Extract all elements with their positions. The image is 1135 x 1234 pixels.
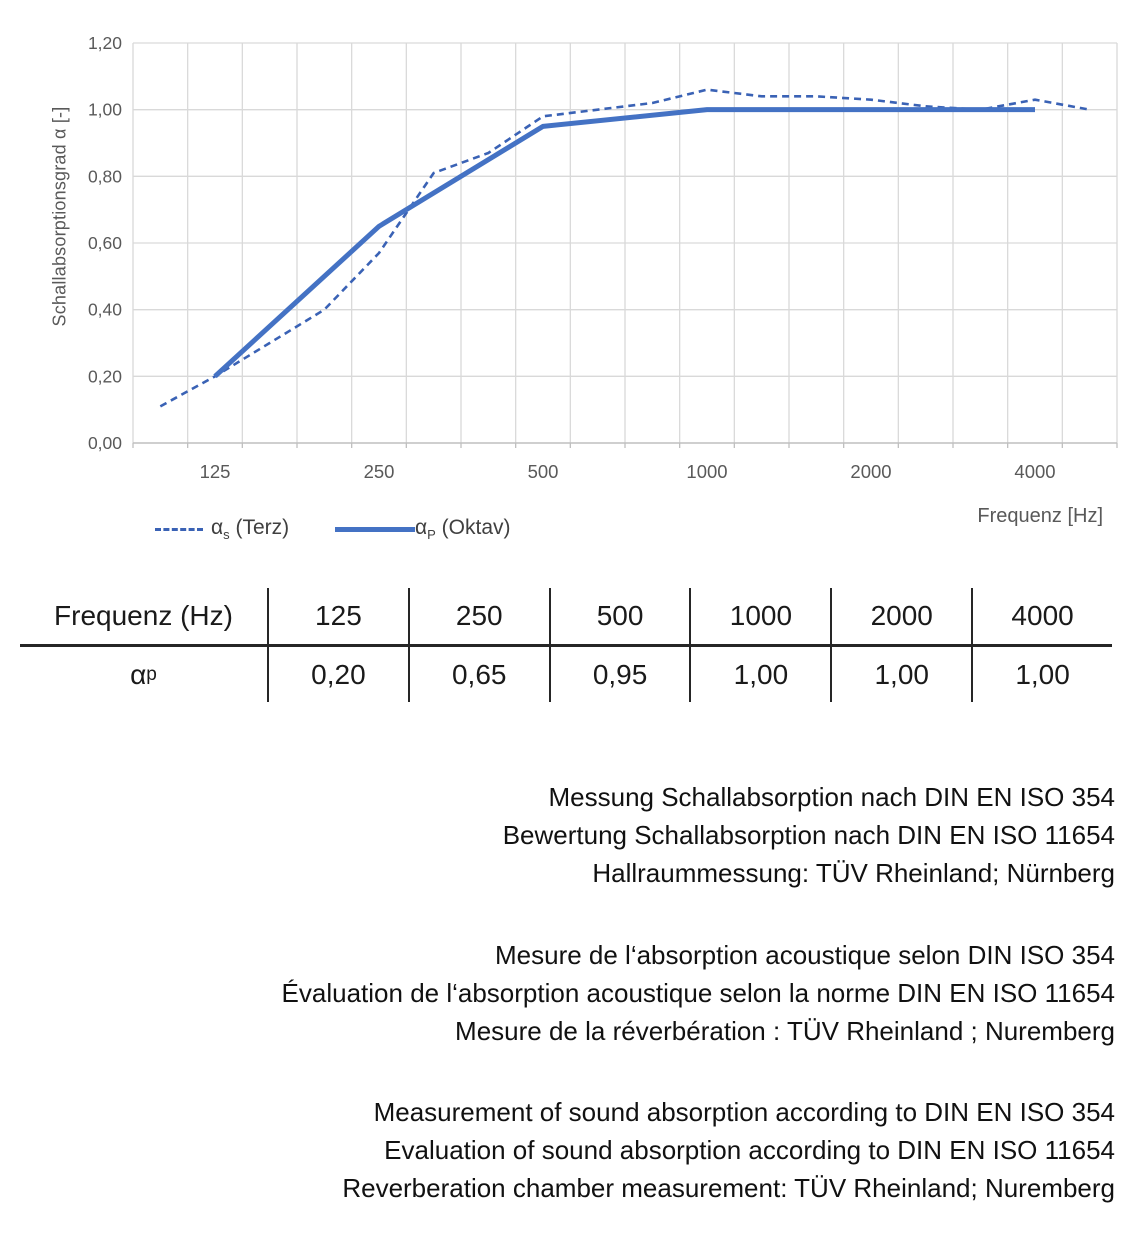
svg-text:0,60: 0,60 <box>87 233 122 253</box>
absorption-chart <box>0 0 1135 505</box>
svg-text:0,40: 0,40 <box>87 299 122 320</box>
svg-text:500: 500 <box>527 461 559 482</box>
svg-text:4000: 4000 <box>1014 461 1056 482</box>
chart-legend <box>0 516 1135 550</box>
svg-text:1,20: 1,20 <box>87 33 122 53</box>
note-german <box>20 778 1115 892</box>
table-value-250: 0,65 <box>408 647 549 702</box>
note-line: Bewertung Schallabsorption nach DIN EN ISO 11654 <box>502 820 1115 850</box>
legend-label-alpha-s: $\alpha_s$ (Terz) <box>211 516 290 543</box>
table-value-125: 0,20 <box>267 647 408 702</box>
table-value-500: 0,95 <box>549 647 690 702</box>
svg-text:0,80: 0,80 <box>87 166 122 187</box>
legend-item-alpha-s <box>155 516 289 542</box>
note-line: Reverberation chamber measurement: TÜV Rheinland; Nuremberg <box>342 1173 1115 1203</box>
note-french <box>20 936 1115 1050</box>
table-header-250: 250 <box>408 588 549 647</box>
dashed-line-sample <box>155 528 203 531</box>
note-line: Évaluation de l‘absorption acoustique selon la norme DIN EN ISO 11654 <box>281 978 1115 1008</box>
table-value-1000: 1,00 <box>689 647 830 702</box>
note-line: Evaluation of sound absorption according to DIN EN ISO 11654 <box>384 1135 1115 1165</box>
note-line: Messung Schallabsorption nach DIN EN ISO 354 <box>548 782 1115 812</box>
table-header-500: 500 <box>549 588 690 647</box>
note-line: Mesure de la réverbération : TÜV Rheinland ; Nuremberg <box>455 1016 1115 1046</box>
table-value-4000: 1,00 <box>971 647 1112 702</box>
table-header-1000: 1000 <box>689 588 830 647</box>
note-line: Measurement of sound absorption according to DIN EN ISO 354 <box>373 1097 1115 1127</box>
table-row-label-alpha-p: α p <box>130 658 157 690</box>
absorption-figure <box>0 0 1135 575</box>
svg-text:0,20: 0,20 <box>87 366 122 387</box>
absorption-table <box>20 588 1112 702</box>
y-axis-title: Schallabsorptionsgrad α [-] <box>49 106 70 327</box>
svg-text:2000: 2000 <box>850 461 892 482</box>
note-line: Hallraummessung: TÜV Rheinland; Nürnberg <box>592 858 1115 888</box>
legend-label-alpha-p: $\alpha_P$ (Oktav) <box>415 516 511 543</box>
svg-text:0,00: 0,00 <box>87 433 122 453</box>
svg-text:1000: 1000 <box>686 461 728 482</box>
table-header-4000: 4000 <box>971 588 1112 647</box>
svg-text:1,00: 1,00 <box>87 99 122 120</box>
svg-text:250: 250 <box>363 461 395 482</box>
note-line: Mesure de l‘absorption acoustique selon DIN ISO 354 <box>494 940 1115 970</box>
table-header-frequency: Frequenz (Hz) <box>20 588 267 647</box>
x-axis-title: Frequenz [Hz] <box>977 505 1103 527</box>
table-header-125: 125 <box>267 588 408 647</box>
svg-text:125: 125 <box>199 461 231 482</box>
table-value-2000: 1,00 <box>830 647 971 702</box>
table-header-2000: 2000 <box>830 588 971 647</box>
solid-line-sample <box>335 527 415 532</box>
note-english <box>20 1093 1115 1207</box>
legend-item-alpha-p <box>335 516 511 542</box>
